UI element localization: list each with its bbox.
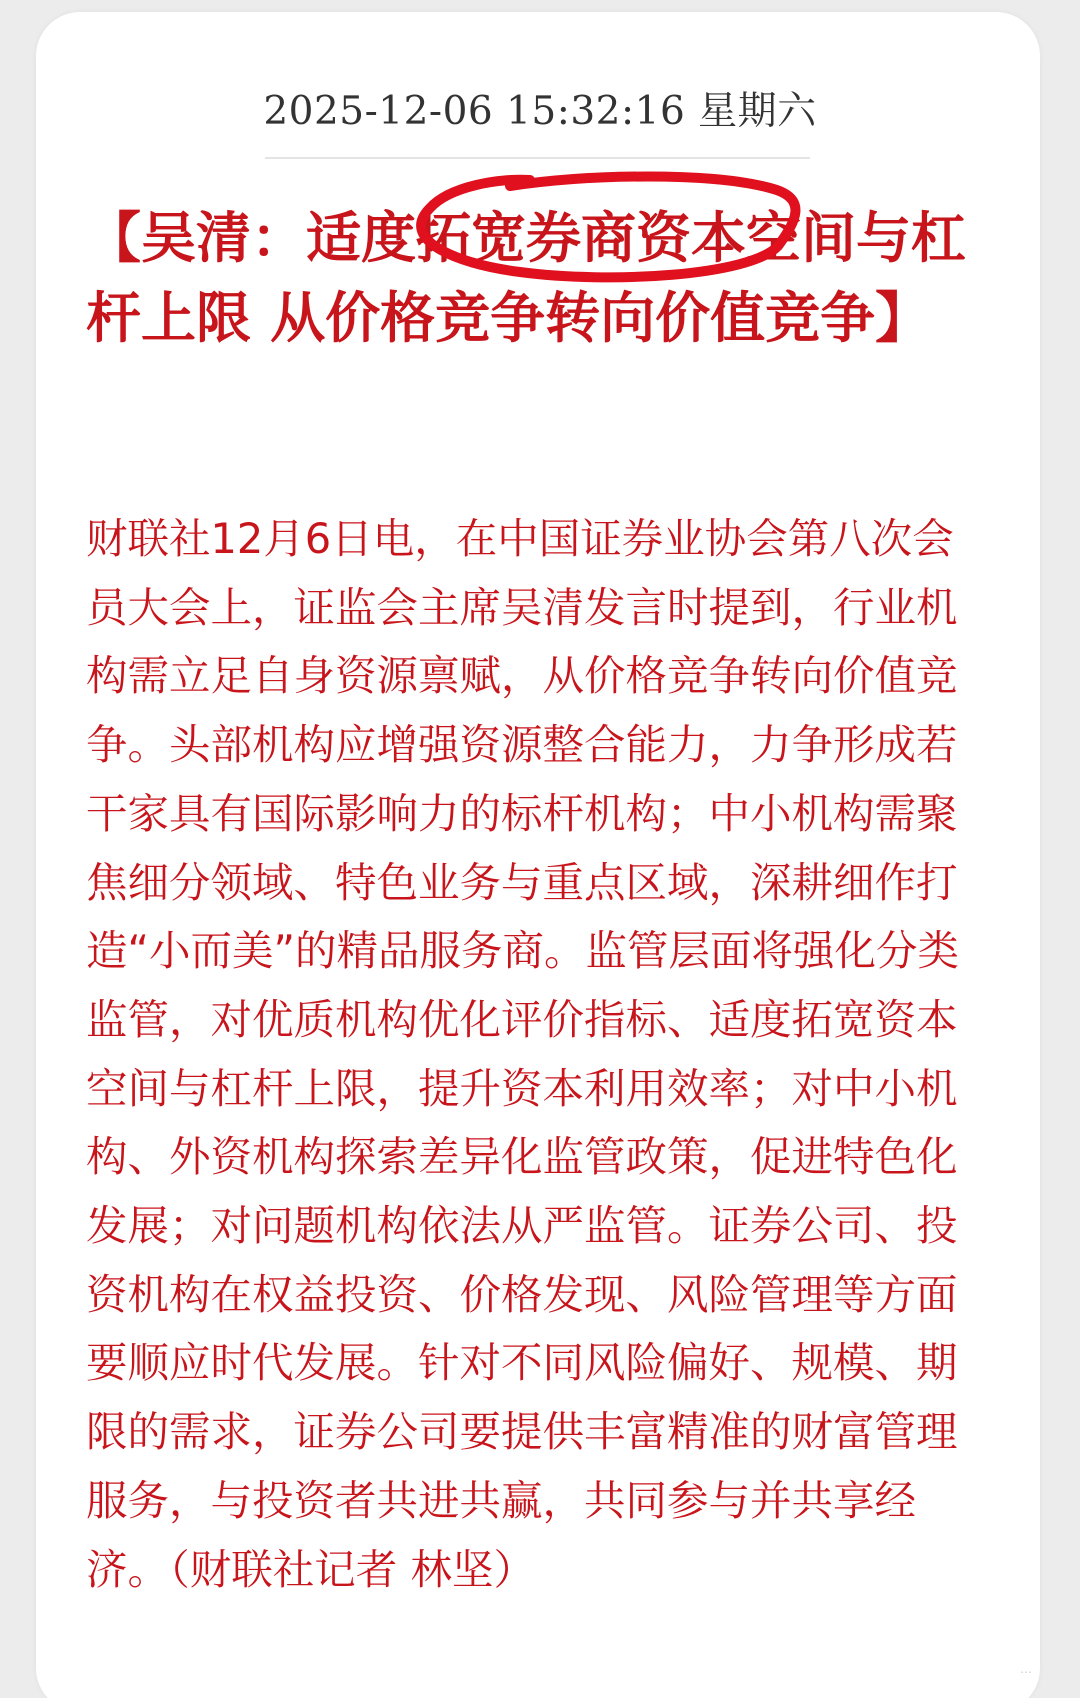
article-body: 财联社12月6日电，在中国证券业协会第八次会员大会上，证监会主席吴清发言时提到，行业机构需立足自身资源禀赋，从价格竞争转向价值竞争。头部机构应增强资源整合能力，力争形成若干家具有国际影响力的标杆机构；中小机构需聚焦细分领域、特色业务与重点区域，深耕细作打造“小而美”的精品服务商。监管层面将强化分类监管，对优质机构优化评价指标、适度拓宽资本空间与杠杆上限，提升资本利用效率；对中小机构、外资机构探索差异化监管政策，促进特色化发展；对问题机构依法从严监管。证券公司、投资机构在权益投资、价格发现、风险管理等方面要顺应时代发展。针对不同风险偏好、规模、期限的需求，证券公司要提供丰富精准的财富管理服务，与投资者共进共赢，共同参与并共享经济。（财联社记者 林坚） bbox=[86, 514, 960, 1594]
timestamp-divider bbox=[265, 157, 810, 159]
article-headline: 【吴清：适度拓宽券商资本空间与杠杆上限 从价格竞争转向价值竞争】 bbox=[86, 206, 967, 350]
publish-timestamp: 2025-12-06 15:32:16 星期六 bbox=[263, 89, 817, 134]
corner-mark: ⋯ bbox=[1020, 1665, 1032, 1679]
